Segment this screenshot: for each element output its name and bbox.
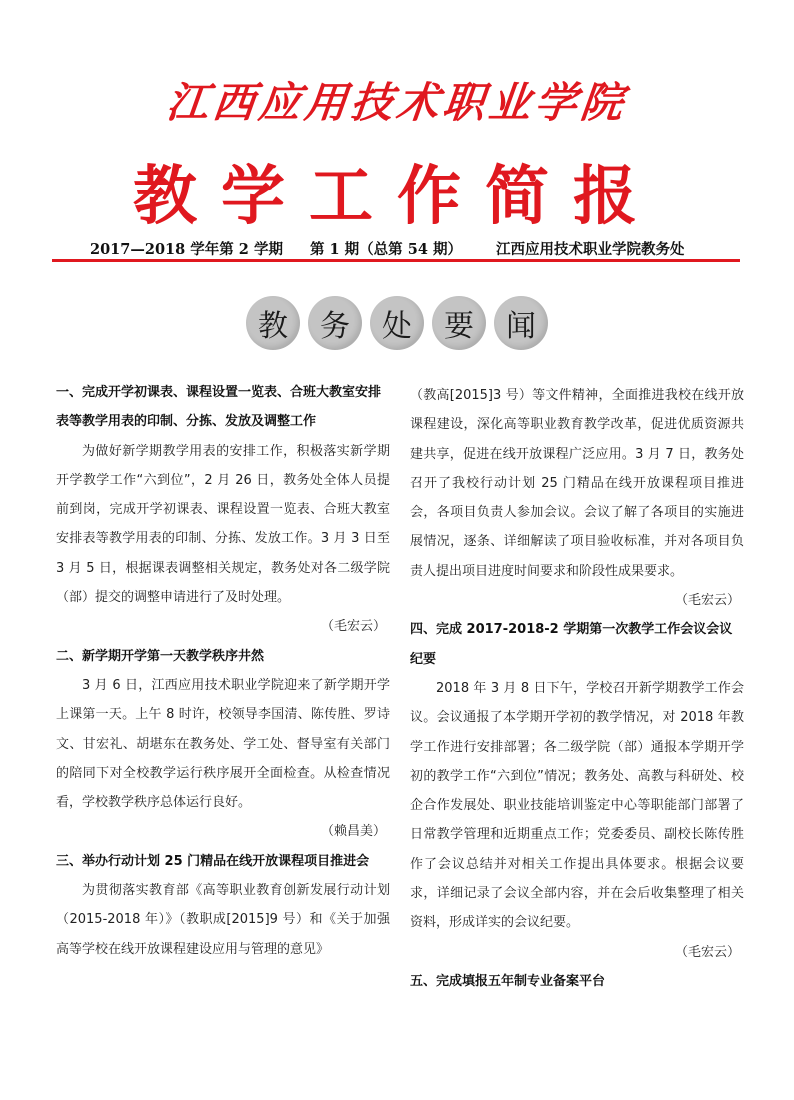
article-4-author: （毛宏云） <box>674 944 740 960</box>
article-4-body: 2018 年 3 月 8 日下午，学校召开新学期教学工作会议。会议通报了本学期开学初的教学情况，对 2018 年教学工作进行安排部署；各二级学院（部）通报本学期开学初的教学工作“六到位”情况；教务处、高教与科研处、校企合作发展处、职业技能培训鉴定中心等职能部门部署了日常教学管理和近期重点工作；党委委员、副校长陈传胜作了会议总结并对相关工作提出具体要求。根据会议要求，详细记录了会议全部内容，并在会后收集整理了相关资料，形成详实的会议纪要。 <box>410 680 744 931</box>
publisher: 江西应用技术职业学院教务处 <box>496 241 685 258</box>
section-char-badge: 务 <box>308 296 362 350</box>
bulletin-title: 教学工作简报 <box>133 159 661 234</box>
issue-number: 第 1 期（总第 54 期） <box>310 241 462 258</box>
article-3-author: （毛宏云） <box>674 593 740 609</box>
section-heading <box>0 296 794 350</box>
article-2-body: 3 月 6 日，江西应用技术职业学院迎来了新学期开学上课第一天。上午 8 时许，校领导李国清、陈传胜、罗诗文、甘宏礼、胡堪东在教务处、学工处、督导室有关部门的陪同下对全校教学运行秩序展开全面检查。从检查情况看，学校教学秩序总体运行良好。 <box>56 677 390 811</box>
column-spacer <box>56 368 390 378</box>
article-1-title: 一、完成开学初课表、课程设置一览表、合班大教室安排表等教学用表的印制、分拣、发放及调整工作 <box>56 385 382 430</box>
article-2-author: （赖昌美） <box>320 824 386 840</box>
article-3-body-continued: （教高[2015]3 号）等文件精神，全面推进我校在线开放课程建设，深化高等职业教育教学改革，促进优质资源共建共享，促进在线开放课程广泛应用。3 月 7 日，教务处召开了我校行动计划 25 门精品在线开放课程项目推进会，各项目负责人参加会议。会议了解了各项目的实施进展情况，逐条、详细解读了项目验收标准，并对各项目负责人提出项目进度时间要求和阶段性成果要求。 <box>410 388 744 579</box>
section-char-badge: 处 <box>370 296 424 350</box>
header-divider <box>52 259 740 262</box>
article-5-title: 五、完成填报五年制专业备案平台 <box>410 973 606 989</box>
article-3-title: 三、举办行动计划 25 门精品在线开放课程项目推进会 <box>56 853 370 869</box>
article-1-body: 为做好新学期教学用表的安排工作，积极落实新学期开学教学工作“六到位”，2 月 26 日，教务处全体人员提前到岗，完成开学初课表、课程设置一览表、合班大教室安排表等教学用表的印制、分拣、发放工作。3 月 3 日至 3 月 5 日，根据课表调整相关规定，教务处对各二级学院（部）提交的调整申请进行了及时处理。 <box>56 443 390 606</box>
article-3-body: 为贯彻落实教育部《高等职业教育创新发展行动计划（2015-2018 年）》（教职成[2015]9 号）和《关于加强高等学校在线开放课程建设应用与管理的意见》 <box>56 883 390 957</box>
section-char-badge: 闻 <box>494 296 548 350</box>
school-name-logotype: 江西应用技术职业学院 <box>164 78 630 127</box>
term-label: 2017—2018 学年第 2 学期 <box>90 241 283 258</box>
article-2-title: 二、新学期开学第一天教学秩序井然 <box>56 648 265 664</box>
article-1-author: （毛宏云） <box>320 619 386 635</box>
section-char-badge: 要 <box>432 296 486 350</box>
article-4-title: 四、完成 2017-2018-2 学期第一次教学工作会议会议纪要 <box>410 622 733 667</box>
left-column <box>56 368 390 1068</box>
section-char-badge: 教 <box>246 296 300 350</box>
right-column <box>410 381 744 1081</box>
